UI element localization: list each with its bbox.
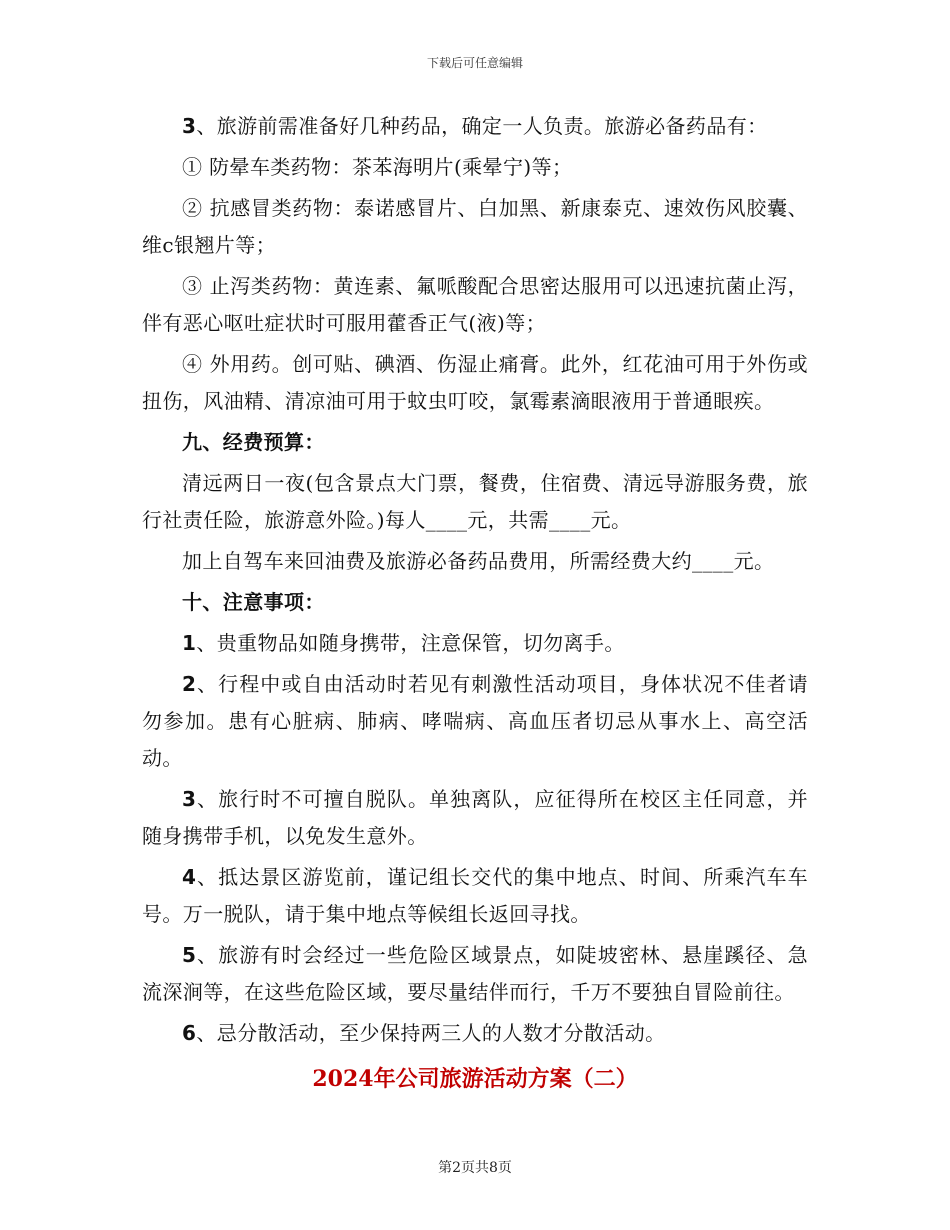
note-item-2 <box>142 666 808 777</box>
item-number: 3 <box>182 787 197 811</box>
paragraph-budget-extra: 加上自驾车来回油费及旅游必备药品费用，所需经费大约____元。 <box>182 549 775 573</box>
heading-budget: 九、经费预算： <box>182 430 325 454</box>
section-title: 2024年公司旅游活动方案（二） <box>312 1066 638 1092</box>
item-text: 、旅游前需准备好几种药品，确定一人负责。旅游必备药品有： <box>196 114 768 138</box>
item-number: 3 <box>182 114 197 138</box>
item-text: 、旅行时不可擅自脱队。单独离队，应征得所在校区主任同意，并随身携带手机，以免发生意外。 <box>142 787 808 848</box>
item-number: 5 <box>182 943 197 967</box>
item-text: 、忌分散活动，至少保持两三人的人数才分散活动。 <box>196 1021 666 1045</box>
paragraph-diarrhea-medicine: ③ 止泻类药物：黄连素、氟哌酸配合思密达服用可以迅速抗菌止泻，伴有恶心呕吐症状时可服用藿香正气(液)等； <box>142 274 808 335</box>
item-number: 6 <box>182 1021 197 1045</box>
paragraph-motion-sickness: ① 防晕车类药物：茶苯海明片(乘晕宁)等； <box>182 155 573 179</box>
item-text: 、行程中或自由活动时若见有刺激性活动项目，身体状况不佳者请勿参加。患有心脏病、肺病、哮喘病、高血压者切忌从事水上、高空活动。 <box>142 672 808 770</box>
note-item-1 <box>142 625 808 662</box>
paragraph-medicine-intro <box>142 108 808 145</box>
item-number: 4 <box>182 865 197 889</box>
item-text: 、抵达景区游览前，谨记组长交代的集中地点、时间、所乘汽车车号。万一脱队，请于集中地点等候组长返回寻找。 <box>142 865 808 926</box>
document-body <box>142 108 808 1098</box>
note-item-5 <box>142 937 808 1011</box>
note-item-4 <box>142 859 808 933</box>
note-item-3 <box>142 781 808 855</box>
heading-notes: 十、注意事项： <box>182 590 325 614</box>
item-text: 、贵重物品如随身携带，注意保管，切勿离手。 <box>196 631 625 655</box>
note-item-6 <box>142 1015 808 1052</box>
paragraph-cold-medicine: ② 抗感冒类药物：泰诺感冒片、白加黑、新康泰克、速效伤风胶囊、维c银翘片等； <box>142 196 808 257</box>
paragraph-budget-detail: 清远两日一夜(包含景点大门票，餐费，住宿费、清远导游服务费，旅行社责任险，旅游意外险。)每人____元，共需____元。 <box>142 471 808 532</box>
paragraph-external-medicine: ④ 外用药。创可贴、碘酒、伤湿止痛膏。此外，红花油可用于外伤或扭伤，风油精、清凉油可用于蚊虫叮咬，氯霉素滴眼液用于普通眼疾。 <box>142 352 808 413</box>
item-number: 1 <box>182 631 197 655</box>
item-text: 、旅游有时会经过一些危险区域景点，如陡坡密林、悬崖蹊径、急流深涧等，在这些危险区域，要尽量结伴而行，千万不要独自冒险前往。 <box>142 943 808 1004</box>
page-number: 第2页共8页 <box>438 1160 512 1176</box>
page-header-note: 下载后可任意编辑 <box>426 56 523 70</box>
item-number: 2 <box>182 672 197 696</box>
